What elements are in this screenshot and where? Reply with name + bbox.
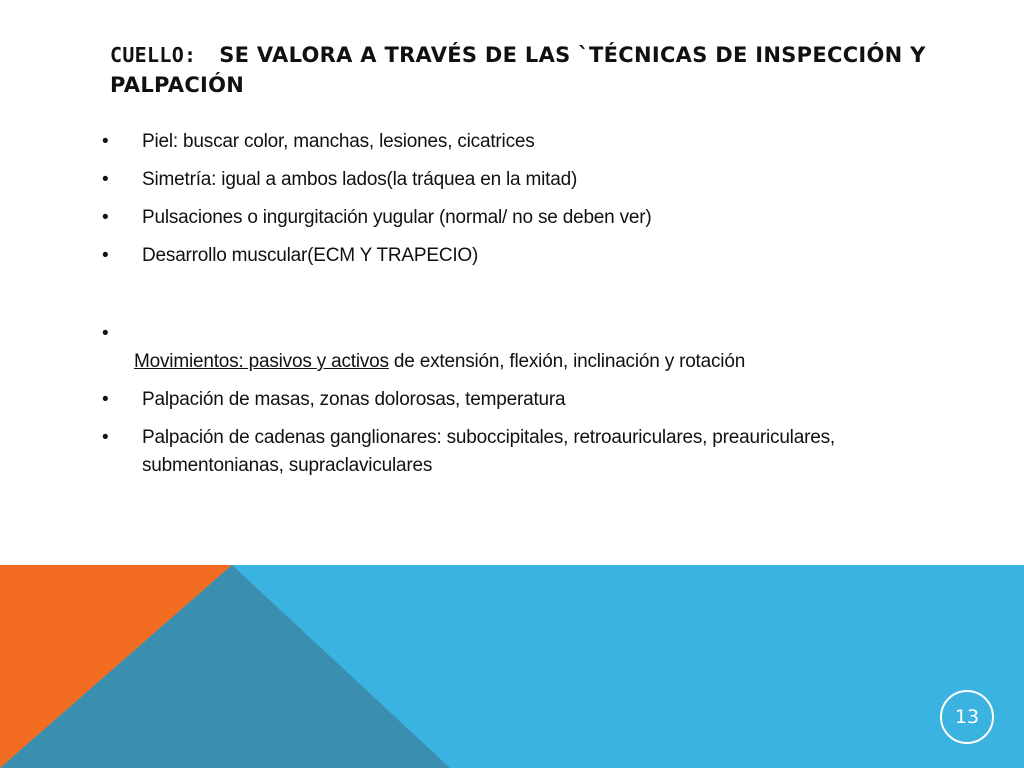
bullet-dot: • [102,207,109,228]
list-item-text: Desarrollo muscular(ECM Y TRAPECIO) [142,245,479,266]
list-item [100,204,960,232]
list-item [100,386,960,414]
bullet-dot: • [102,169,109,190]
bullet-dot: • [102,389,109,410]
list-item [100,166,960,194]
decorative-footer-band [0,565,1024,768]
movement-underlined: Movimientos: pasivos y activos [134,351,389,372]
list-item [100,242,960,270]
list-item [100,424,960,480]
list-item-text: Pulsaciones o ingurgitación yugular (normal/ no se deben ver) [142,207,652,228]
movement-line [134,320,960,376]
page-number-badge: 13 [940,690,994,744]
bullet-dot: • [102,427,109,448]
slide-title [110,40,934,100]
list-item-text: Palpación de masas, zonas dolorosas, temperatura [142,389,566,410]
bullet-list [100,128,960,490]
movement-rest: de extensión, flexión, inclinación y rotación [388,351,746,372]
list-item [100,128,960,156]
bullet-dot: • [102,323,109,344]
list-item-text: Simetría: igual a ambos lados(la tráquea en la mitad) [142,169,578,190]
list-item-movement [100,320,960,376]
list-item-text: Palpación de cadenas ganglionares: suboccipitales, retroauriculares, preauriculares, submentonianas, supraclaviculares [142,427,835,476]
title-rest: SE VALORA A TRAVÉS DE LAS `TÉCNICAS DE INSPECCIÓN Y PALPACIÓN [110,43,934,97]
bullet-dot: • [102,131,109,152]
bullet-dot: • [102,245,109,266]
title-lead: CUELLO: [110,43,197,67]
list-item-text: Piel: buscar color, manchas, lesiones, cicatrices [142,131,535,152]
